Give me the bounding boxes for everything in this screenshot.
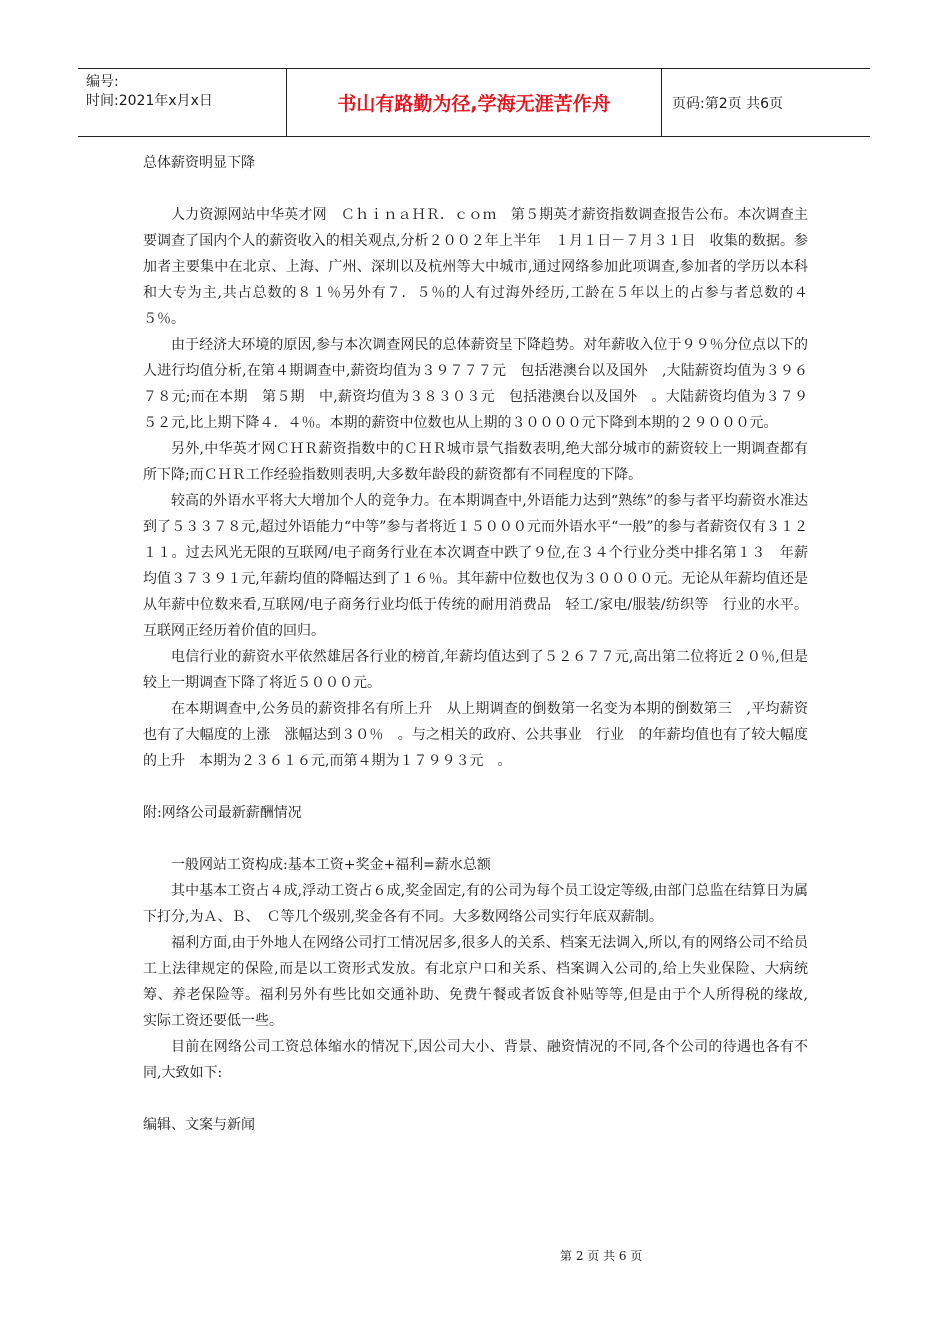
page-footer: 第 2 页 共 6 页 (560, 1249, 643, 1263)
paragraph: 目前在网络公司工资总体缩水的情况下,因公司大小、背景、融资情况的不同,各个公司的待遇也各有不同,大致如下: (143, 1039, 808, 1081)
paragraph: 由于经济大环境的原因,参与本次调查网民的总体薪资呈下降趋势。对年薪收入位于９９％分位点以下的人进行均值分析,在第４期调查中,薪资均值为３９７７７元 包括港澳台以及国外 ,大陆薪资均值为３９６７８元;而在本期 第５期 中,薪资均值为３８３０３元 包括港澳台以及国外 。大陆薪资均值为３７９５２元,比上期下降４．４％。本期的薪资中位数也从上期的３００００元下降到本期的２９０００元。 (143, 337, 808, 431)
paragraph: 在本期调查中,公务员的薪资排名有所上升 从上期调查的倒数第一名变为本期的倒数第三 ,平均薪资也有了大幅度的上涨 涨幅达到３０％ 。与之相关的政府、公共事业 行业 的年薪均值也有了较大幅度的上升 本期为２３６１６元,而第４期为１７９９３元 。 (143, 701, 808, 769)
paragraph: 另外,中华英才网ＣＨＲ薪资指数中的ＣＨＲ城市景气指数表明,绝大部分城市的薪资较上一期调查都有所下降;而ＣＨＲ工作经验指数则表明,大多数年龄段的薪资都有不同程度的下降。 (143, 441, 808, 483)
time-label: 时间:2021年x月x日 (86, 93, 213, 109)
paragraph: 一般网站工资构成:基本工资+奖金+福利=薪水总额 (171, 857, 491, 873)
appendix-title: 附:网络公司最新薪酬情况 (143, 805, 302, 821)
paragraph: 较高的外语水平将大大增加个人的竞争力。在本期调查中,外语能力达到“熟练”的参与者平均薪资水准达到了５３３７８元,超过外语能力“中等”参与者将近１５０００元而外语水平“一般”的参与者薪资仅有３１２１１。过去风光无限的互联网/电子商务行业在本次调查中跌了９位,在３４个行业分类中排名第１３ 年薪均值３７３９１元,年薪均值的降幅达到了１６％。其年薪中位数也仅为３００００元。无论从年薪均值还是从年薪中位数来看,互联网/电子商务行业均低于传统的耐用消费品 轻工/家电/服装/纺织等 行业的水平。互联网正经历着价值的回归。 (143, 493, 808, 639)
header-meta (78, 69, 287, 136)
paragraph: 福利方面,由于外地人在网络公司打工情况居多,很多人的关系、档案无法调入,所以,有的网络公司不给员工上法律规定的保险,而是以工资形式发放。有北京户口和关系、档案调入公司的,给上失业保险、大病统筹、养老保险等。福利另外有些比如交通补助、免费午餐或者饭食补贴等等,但是由于个人所得税的缘故, 实际工资还要低一些。 (143, 935, 822, 1029)
code-label: 编号: (86, 74, 119, 90)
paragraph: 其中基本工资占４成,浮动工资占６成,奖金固定,有的公司为每个员工设定等级,由部门总监在结算日为属下打分,为Ａ、Ｂ、 Ｃ等几个级别,奖金各有不同。大多数网络公司实行年底双薪制。 (143, 883, 808, 925)
paragraph: 人力资源网站中华英才网 ＣｈｉｎａＨＲ．ｃｏｍ 第５期英才薪资指数调查报告公布。本次调查主要调查了国内个人的薪资收入的相关观点,分析２００２年上半年 １月１日－７月３１日 收集的数据。参加者主要集中在北京、上海、广州、深圳以及杭州等大中城市,通过网络参加此项调查,参加者的学历以本科和大专为主,共占总数的８１％另外有７．５％的人有过海外经历,工龄在５年以上的占参与者总数的４５％。 (143, 207, 808, 327)
page-header (78, 68, 870, 137)
subsection-title: 编辑、文案与新闻 (143, 1117, 255, 1133)
header-page-info: 页码:第2页 共6页 (672, 95, 783, 112)
header-motto: 书山有路勤为径,学海无涯苦作舟 (287, 69, 662, 136)
section-title: 总体薪资明显下降 (143, 155, 255, 171)
document-body (143, 150, 822, 1138)
paragraph: 电信行业的薪资水平依然雄居各行业的榜首,年薪均值达到了５２６７７元,高出第二位将近２０％,但是较上一期调查下降了将近５０００元。 (143, 649, 808, 691)
